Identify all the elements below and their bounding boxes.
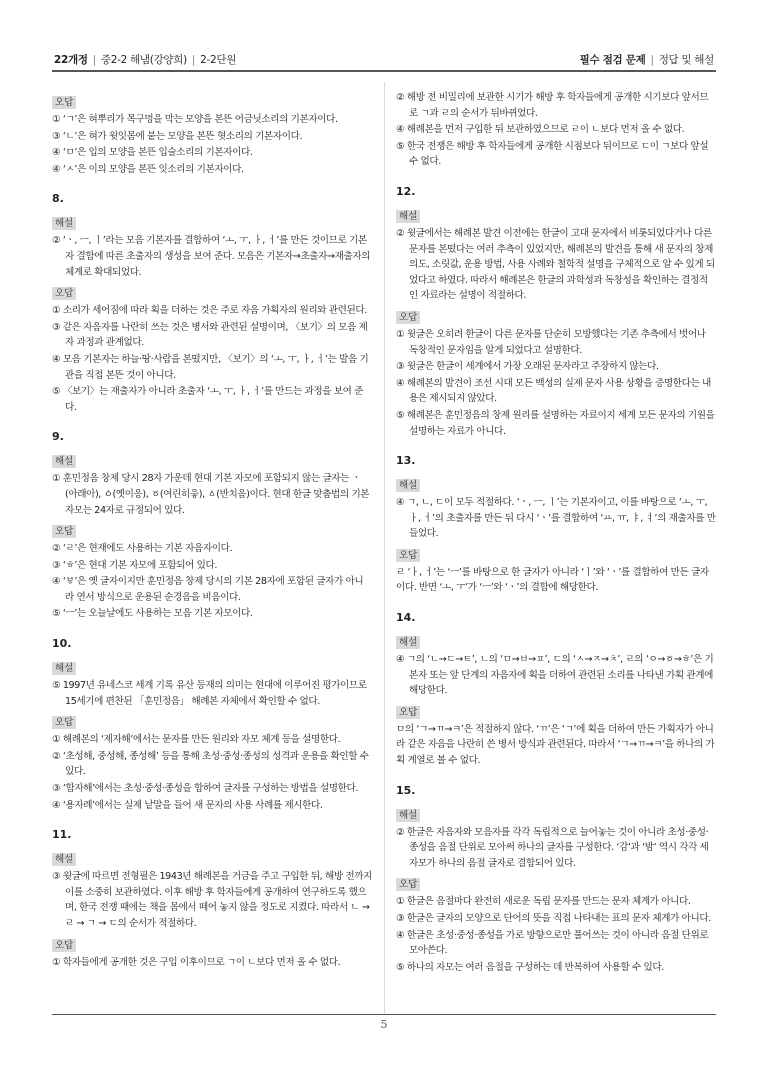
explanation-tag: 해설 xyxy=(52,455,76,468)
explanation-tag: 해설 xyxy=(396,479,420,492)
wrong-answer-tag: 오답 xyxy=(52,716,76,729)
wrong-answer-tag: 오답 xyxy=(52,96,76,109)
wrong-answer-tag: 오답 xyxy=(396,706,420,719)
wrong-answer-tag: 오답 xyxy=(52,939,76,952)
answer-item: ⑤ ‘ㅡ’는 오늘날에도 사용하는 모음 기본 자모이다. xyxy=(52,608,253,620)
explanation-tag: 해설 xyxy=(396,636,420,649)
question-block xyxy=(396,783,716,976)
wrong-answer-tag: 오답 xyxy=(396,549,420,562)
question-block xyxy=(396,184,716,439)
answer-item: ㅁ의 ‘ㄱ→ㄲ→ㅋ’은 적절하지 않다. ‘ㄲ’은 ‘ㄱ’에 획을 더하여 만든 가획자가 아니라 같은 자음을 나란히 쓴 병서 방식과 관련된다. 따라서 ‘ㄱ→ㄲ→ㅋ’을 하나의 가획 계열로 볼 수 없다. xyxy=(396,723,715,767)
header-edition: 22개정 xyxy=(54,54,88,66)
question-number: 8. xyxy=(52,192,64,206)
header-section-title: 필수 점검 문제 xyxy=(579,54,646,66)
right-column xyxy=(396,90,716,985)
answer-item: ⑤ 해례본은 훈민정음의 창제 원리를 설명하는 자료이지 세계 모든 문자의 기원을 설명하는 자료가 아니다. xyxy=(396,409,715,437)
answer-item: ⑤ 하나의 자모는 여러 음절을 구성하는 데 반복하여 사용할 수 있다. xyxy=(396,961,664,973)
explanation-tag: 해설 xyxy=(52,662,76,675)
answer-item: ① 윗글은 오히려 한글이 다른 문자를 단순히 모방했다는 기존 추측에서 벗어나 독창적인 문자임을 알게 되었다고 설명한다. xyxy=(396,328,706,356)
answer-item: ④ 한글은 초성·중성·종성을 가로 방향으로만 풀어쓰는 것이 아니라 음절 단위로 모아쓴다. xyxy=(396,929,709,957)
header-unit: 2-2단원 xyxy=(200,54,237,66)
answer-item: ④ 해례본의 발견이 조선 시대 모든 백성의 실제 문자 사용 상황을 증명한다는 내용은 제시되지 않았다. xyxy=(396,377,711,405)
answer-item: ③ 같은 자음자를 나란히 쓰는 것은 병서와 관련된 설명이며, 〈보기〉의 모음 제자 과정과 관계없다. xyxy=(52,321,368,349)
answer-item: ③ 윗글은 한글이 세계에서 가장 오래된 문자라고 주장하지 않는다. xyxy=(396,361,659,373)
answer-item: ① 한글은 음절마다 완전히 새로운 독립 문자를 만드는 문자 체계가 아니다. xyxy=(396,896,691,908)
answer-item: ① ‘ㄱ’은 혀뿌리가 목구멍을 막는 모양을 본뜬 어금닛소리의 기본자이다. xyxy=(52,114,338,125)
question-number: 11. xyxy=(52,828,72,842)
answer-item: ㄹ ‘ㅏ, ㅓ’는 ‘ㅡ’를 바탕으로 한 글자가 아니라 ‘ㅣ’와 ‘ㆍ’를 결합하여 만든 글자이다. 반면 ‘ㅗ, ㅜ’가 ‘ㅡ’와 ‘ㆍ’의 결합에 해당한다. xyxy=(396,566,709,594)
header-textbook: 중2-2 해냄(강양희) xyxy=(100,54,187,66)
answer-item: ⑤ 〈보기〉는 재출자가 아니라 초출자 ‘ㅗ, ㅜ, ㅏ, ㅓ’를 만드는 과정을 보여 준다. xyxy=(52,386,364,413)
answer-item: ② ‘ㄹ’은 현재에도 사용하는 기본 자음자이다. xyxy=(52,543,233,555)
answer-item: ④ ‘ㅁ’은 입의 모양을 본뜬 입술소리의 기본자이다. xyxy=(52,147,253,159)
question-number: 9. xyxy=(52,430,64,444)
answer-item: ④ 모음 기본자는 하늘·땅·사람을 본떴지만, 〈보기〉의 ‘ㅗ, ㅜ, ㅏ, ㅓ’는 발음 기관을 직접 본뜬 것이 아니다. xyxy=(52,353,369,381)
answer-item: ⑤ 한국 전쟁은 해방 후 학자들에게 공개한 시점보다 뒤이므로 ㄷ이 ㄱ보다 앞설 수 없다. xyxy=(396,140,709,168)
question-number: 14. xyxy=(396,611,416,625)
wrong-answer-tag: 오답 xyxy=(396,878,420,891)
answer-item: ① 소리가 세어짐에 따라 획을 더하는 것은 주로 자음 가획자의 원리와 관련된다. xyxy=(52,305,367,317)
answer-item: ④ ‘용자례’에서는 실제 낱말을 들어 새 문자의 사용 사례를 제시한다. xyxy=(52,799,323,811)
answer-item: ② 해방 전 비밀리에 보관한 시기가 해방 후 학자들에게 공개한 시기보다 앞서므로 ㄱ과 ㄹ의 순서가 뒤바뀌었다. xyxy=(396,92,709,119)
answer-item: ① 해례본의 ‘제자해’에서는 문자를 만든 원리와 자모 체계 등을 설명한다. xyxy=(52,734,341,746)
answer-item: ③ 윗글에 따르면 전형필은 1943년 해례본을 거금을 주고 구입한 뒤, 해방 전까지 이를 소중히 보관하였다. 이후 해방 후 학자들에게 공개하여 연구하도록 했으며, 한국 전쟁 때에는 책을 몸에서 떼어 놓지 않을 정도로 지켰다. 따라서 ㄴ → ㄹ → ㄱ → ㄷ의 순서가 적절하다. xyxy=(52,871,372,929)
answer-item: ③ ‘ㄴ’은 혀가 윗잇몸에 붙는 모양을 본뜬 혓소리의 기본자이다. xyxy=(52,130,303,142)
left-column xyxy=(52,90,372,980)
question-block xyxy=(52,429,372,622)
question-number: 15. xyxy=(396,783,416,797)
question-block xyxy=(396,90,716,170)
answer-item: ④ ㄱ의 ‘ㄴ→ㄷ→ㅌ’, ㄴ의 ‘ㅁ→ㅂ→ㅍ’, ㄷ의 ‘ㅅ→ㅈ→ㅊ’, ㄹ의 ‘ㅇ→ㆆ→ㅎ’은 기본자 또는 앞 단계의 자음자에 획을 더하여 관련된 소리를 나타낸 가획 관계에 해당한다. xyxy=(396,654,714,697)
answer-item: ③ 한글은 글자의 모양으로 단어의 뜻을 직접 나타내는 표의 문자 체계가 아니다. xyxy=(396,913,711,924)
question-number: 13. xyxy=(396,454,416,468)
header-section-subtitle: 정답 및 해설 xyxy=(658,54,714,66)
footer-rule xyxy=(52,1014,716,1015)
page-header xyxy=(52,0,716,72)
answer-item: ① 학자들에게 공개한 것은 구입 이후이므로 ㄱ이 ㄴ보다 먼저 올 수 없다. xyxy=(52,956,341,968)
wrong-answer-tag: 오답 xyxy=(52,525,76,538)
answer-item: ④ ‘ㅸ’은 옛 글자이지만 훈민정음 창제 당시의 기본 28자에 포함된 글자가 아니라 연서 방식으로 운용된 순경음을 비음이다. xyxy=(52,576,364,603)
answer-item: ⑤ 1997년 유네스코 세계 기록 유산 등재의 의미는 현대에 이루어진 평가이므로 15세기에 편찬된 「훈민정음」 해례본 자체에서 확인할 수 없다. xyxy=(52,680,367,707)
question-block xyxy=(52,636,372,813)
question-block xyxy=(52,191,372,415)
answer-item: ④ ‘ㅅ’은 이의 모양을 본뜬 잇소리의 기본자이다. xyxy=(52,163,244,175)
answer-item: ② 한글은 자음자와 모음자를 각각 독립적으로 늘어놓는 것이 아니라 초성·중성·종성을 음절 단위로 모아써 하나의 글자를 구성한다. ‘감’과 ‘밤’ 역시 각각 세 자모가 하나의 음절 글자로 결합되어 있다. xyxy=(396,826,709,869)
wrong-answer-tag: 오답 xyxy=(52,287,76,300)
question-block xyxy=(52,827,372,970)
question-block xyxy=(396,610,716,769)
header-right: 필수 점검 문제 | 정답 및 해설 xyxy=(579,54,714,66)
answer-item: ④ 해례본을 먼저 구입한 뒤 보관하였으므로 ㄹ이 ㄴ보다 먼저 올 수 없다. xyxy=(396,124,685,136)
answer-item: ④ ㄱ, ㄴ, ㄷ이 모두 적절하다. ‘ㆍ, ㅡ, ㅣ’는 기본자이고, 이를 바탕으로 ‘ㅗ, ㅜ, ㅏ, ㅓ’의 초출자를 만든 뒤 다시 ‘ㆍ’를 결합하여 ‘ㅛ, ㅠ, ㅑ, ㅕ’의 재출자를 만들었다. xyxy=(396,497,716,540)
answer-item: ③ ‘합자해’에서는 초성·중성·종성을 합하여 글자를 구성하는 방법을 설명한다. xyxy=(52,783,359,795)
question-block xyxy=(396,453,716,596)
explanation-tag: 해설 xyxy=(396,210,420,223)
page-number: 5 xyxy=(380,1018,388,1031)
explanation-tag: 해설 xyxy=(52,853,76,866)
header-left: 22개정 | 중2-2 해냄(강양희) | 2-2단원 xyxy=(54,54,237,66)
answer-item: ① 훈민정음 창제 당시 28자 가운데 현대 기본 자모에 포함되지 않는 글자는 ㆍ(아래아), ㆁ(옛이응), ㆆ(여린히읗), ㅿ(반치음)이다. 현대 한글 맞춤법의 기본 자모는 24자로 규정되어 있다. xyxy=(52,473,370,516)
answer-item: ③ ‘ㅎ’은 현대 기본 자모에 포함되어 있다. xyxy=(52,559,218,571)
explanation-tag: 해설 xyxy=(52,217,76,230)
answer-item: ② 윗글에서는 해례본 발견 이전에는 한글이 고대 문자에서 비롯되었다거나 다른 문자를 본떴다는 여러 추측이 있었지만, 해례본의 발견을 통해 새 문자의 창제 의도, 소릿값, 운용 방법, 사용 사례와 철학적 설명을 구체적으로 알 수 있게 되었다고 하였다. 따라서 해례본은 한글의 과학성과 독창성을 확인하는 결정적인 자료라는 설명이 적절하다. xyxy=(396,227,715,302)
question-block xyxy=(52,90,372,177)
answer-item: ② ‘초성해, 중성해, 종성해’ 등을 통해 초성·중성·종성의 성격과 운용을 확인할 수 있다. xyxy=(52,750,369,778)
question-number: 10. xyxy=(52,637,72,651)
explanation-tag: 해설 xyxy=(396,809,420,822)
column-divider xyxy=(384,82,385,1014)
wrong-answer-tag: 오답 xyxy=(396,311,420,324)
answer-item: ② ‘ㆍ, ㅡ, ㅣ’라는 모음 기본자를 결합하여 ‘ㅗ, ㅜ, ㅏ, ㅓ’를 만든 것이므로 기본자 결합에 따른 초출자의 생성을 보여 준다. 모음은 기본자→초출자→재출자의 체계로 확대되었다. xyxy=(52,235,371,278)
question-number: 12. xyxy=(396,184,416,198)
